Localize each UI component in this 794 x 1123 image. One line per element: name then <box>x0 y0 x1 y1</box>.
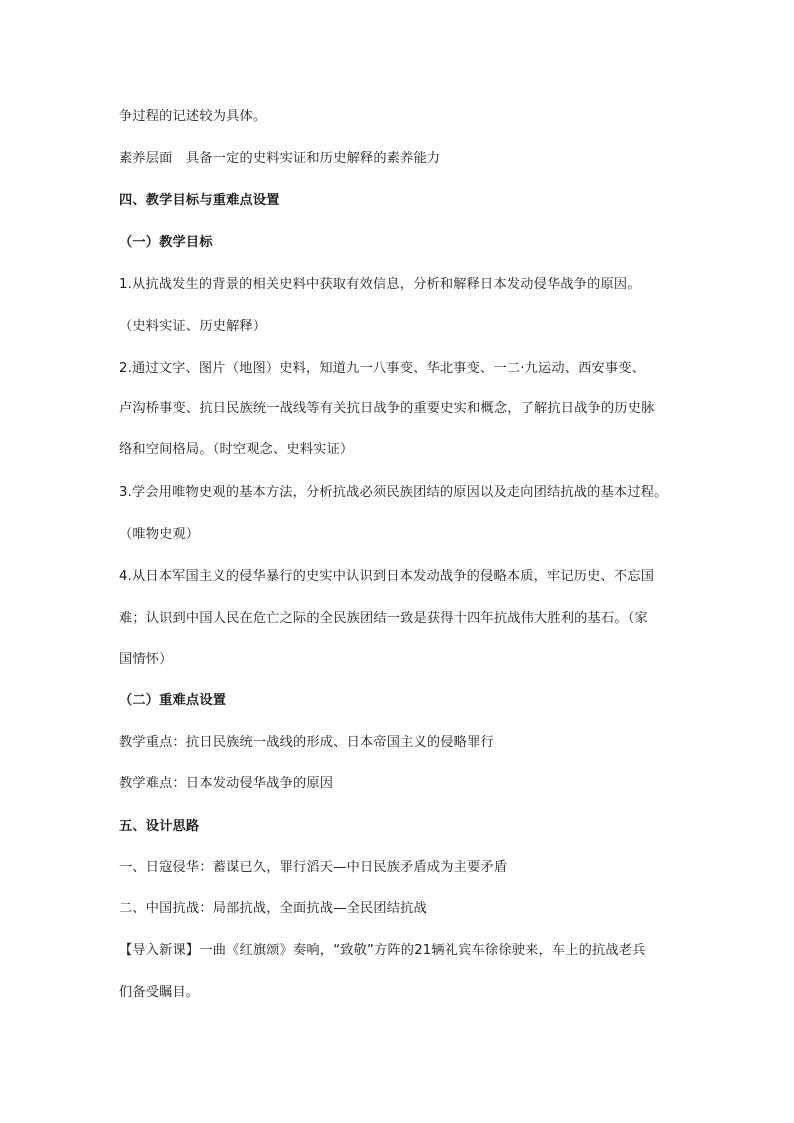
teaching-key-point: 教学重点：抗日民族统一战线的形成、日本帝国主义的侵略罪行 <box>119 735 494 750</box>
design-point-1: 一、日寇侵华：蓄谋已久，罪行滔天—中日民族矛盾成为主要矛盾 <box>119 860 508 875</box>
lesson-intro-line-1: 【导入新课】一曲《红旗颂》奏响，“致敬”方阵的21辆礼宾车徐徐驶来，车上的抗战老兵 <box>119 943 646 958</box>
goal-3-line-2: （唯物史观） <box>119 527 200 542</box>
section-heading-design: 五、设计思路 <box>119 819 200 834</box>
teaching-difficult-point: 教学难点：日本发动侵华战争的原因 <box>119 776 334 791</box>
goal-2-line-1: 2.通过文字、图片（地图）史料，知道九一八事变、华北事变、一二·九运动、西安事变、 <box>119 361 646 376</box>
goal-4-line-3: 国情怀） <box>119 652 173 667</box>
design-point-2: 二、中国抗战：局部抗战，全面抗战—全民团结抗战 <box>119 901 427 916</box>
lesson-intro-line-2: 们备受瞩目。 <box>119 985 200 1000</box>
goal-3-line-1: 3.学会用唯物史观的基本方法，分析抗战必须民族团结的原因以及走向团结抗战的基本过程。 <box>119 485 668 500</box>
goal-2-line-3: 络和空间格局。（时空观念、史料实证） <box>119 442 354 457</box>
section-heading-goals: 四、教学目标与重难点设置 <box>119 193 280 208</box>
subsection-heading-key-points: （二）重难点设置 <box>119 693 227 708</box>
goal-4-line-1: 4.从日本军国主义的侵华暴行的史实中认识到日本发动战争的侵略本质，牢记历史、不忘国 <box>119 569 655 584</box>
goal-1-line-1: 1.从抗战发生的背景的相关史料中获取有效信息，分析和解释日本发动侵华战争的原因。 <box>119 277 641 292</box>
text-line-continuation: 争过程的记述较为具体。 <box>119 109 267 124</box>
goal-4-line-2: 难；认识到中国人民在危亡之际的全民族团结一致是获得十四年抗战伟大胜利的基石。（家 <box>119 611 648 626</box>
goal-1-line-2: （史料实证、历史解释） <box>119 319 267 334</box>
goal-2-line-2: 卢沟桥事变、抗日民族统一战线等有关抗日战争的重要史实和概念，了解抗日战争的历史脉 <box>119 401 655 416</box>
subsection-heading-teaching-goals: （一）教学目标 <box>119 235 213 250</box>
text-line-literacy-level: 素养层面 具备一定的史料实证和历史解释的素养能力 <box>119 151 441 166</box>
